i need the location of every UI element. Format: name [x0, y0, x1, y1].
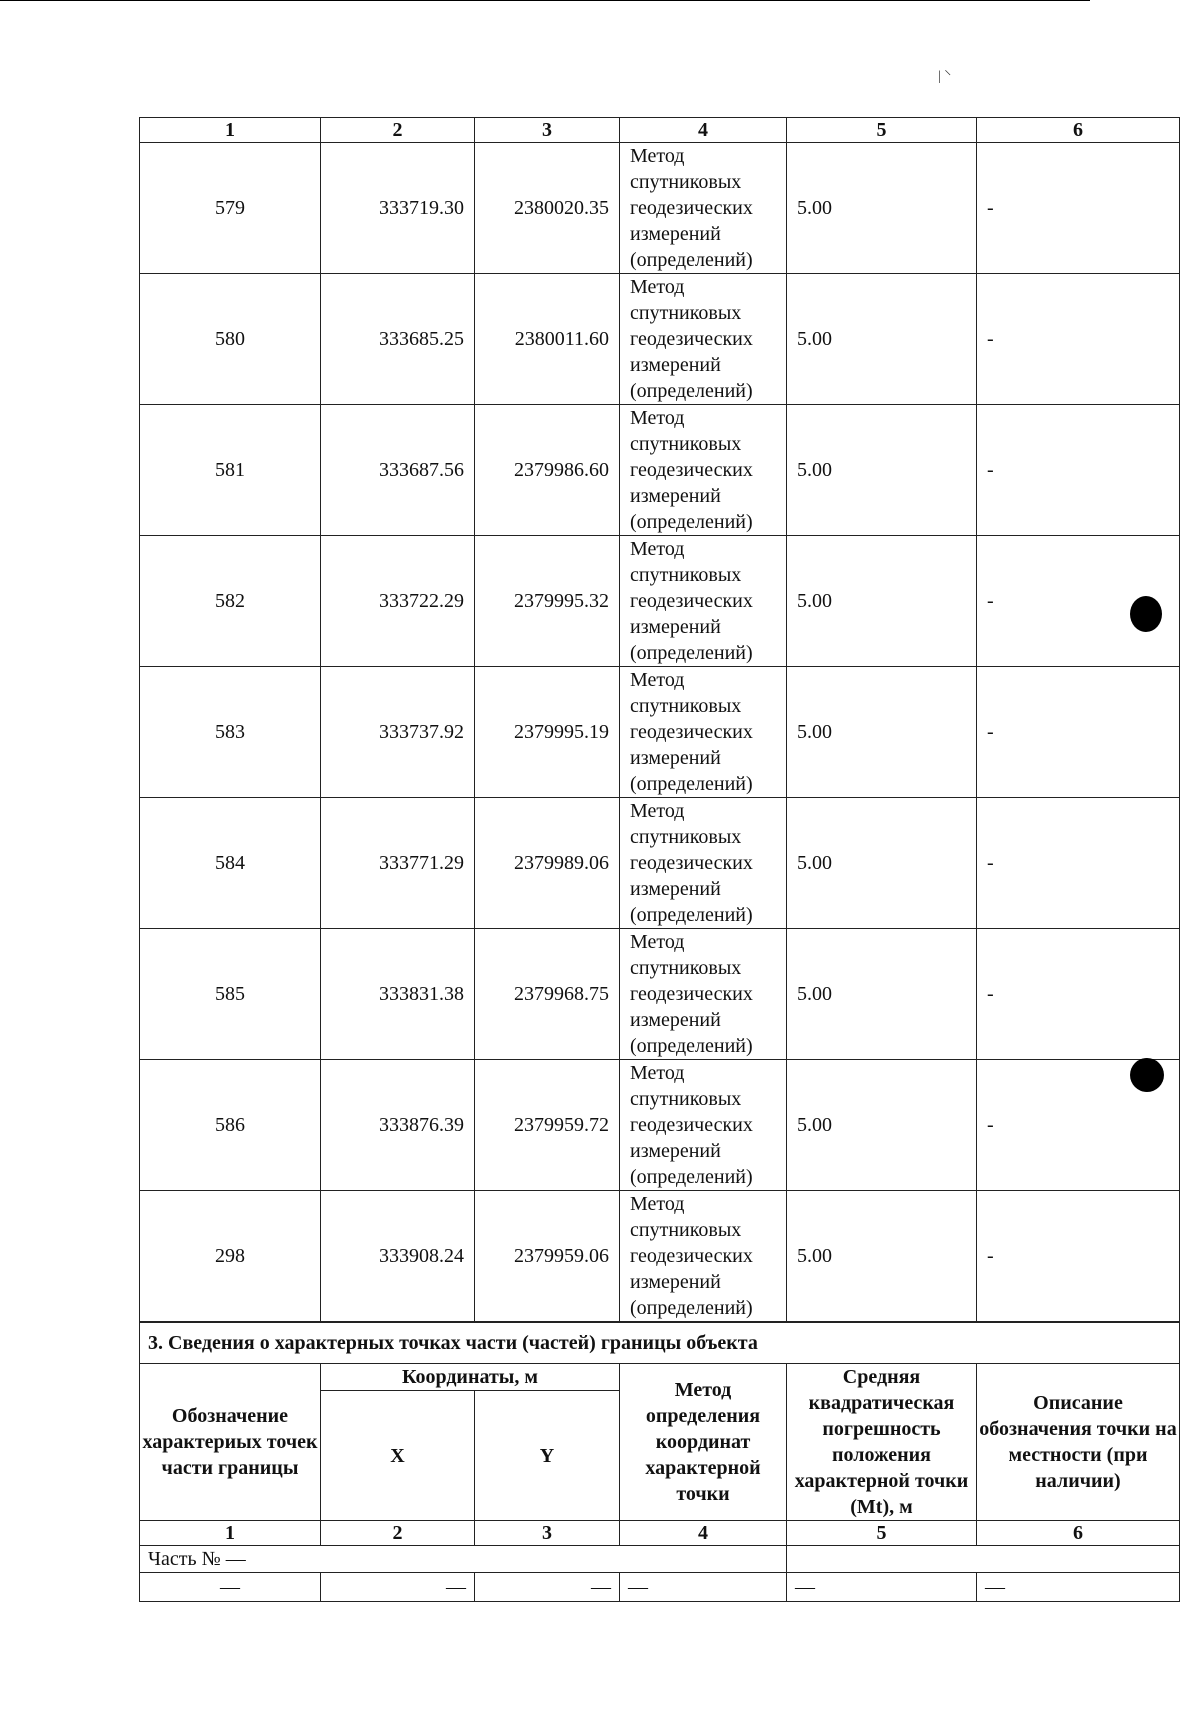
description-value: - [977, 798, 1180, 929]
method-line: Метод [630, 407, 685, 429]
method-line: (определений) [630, 904, 753, 926]
method-line: измерений [630, 354, 721, 376]
method-line: измерений [630, 1009, 721, 1031]
point-number: 584 [140, 798, 321, 929]
scan-mark: | ⸌ [938, 69, 952, 84]
method-cell [620, 536, 787, 667]
table-row [140, 667, 1180, 798]
x-coordinate: 333687.56 [321, 405, 475, 536]
y-coordinate: 2379989.06 [475, 798, 620, 929]
method-line: (определений) [630, 1035, 753, 1057]
x-coordinate: 333685.25 [321, 274, 475, 405]
method-line: Метод [630, 538, 685, 560]
dash-cell: — [475, 1573, 620, 1602]
y-coordinate: 2379959.06 [475, 1191, 620, 1322]
method-line: геодезических [630, 852, 753, 874]
table-row [140, 1060, 1180, 1191]
table-row [140, 274, 1180, 405]
section3-number-row [140, 1521, 1180, 1546]
col-number: 5 [787, 1521, 977, 1546]
method-line: Метод [630, 800, 685, 822]
error-header-text: Средняя квадратическая погрешность положения характерной точки (Mt), м [794, 1366, 969, 1518]
section3-header-row [140, 1364, 1180, 1391]
method-line: (определений) [630, 1166, 753, 1188]
col-number: 1 [140, 1521, 321, 1546]
error-value: 5.00 [787, 1060, 977, 1191]
ink-blot [1130, 596, 1162, 632]
method-line: геодезических [630, 328, 753, 350]
description-value: - [977, 1060, 1180, 1191]
y-coordinate: 2380020.35 [475, 143, 620, 274]
description-value: - [977, 274, 1180, 405]
method-line: геодезических [630, 1114, 753, 1136]
y-coordinate: 2380011.60 [475, 274, 620, 405]
method-cell [620, 274, 787, 405]
dash-cell: — [977, 1573, 1180, 1602]
x-coordinate: 333908.24 [321, 1191, 475, 1322]
method-line: измерений [630, 1271, 721, 1293]
method-line: (определений) [630, 380, 753, 402]
point-number: 580 [140, 274, 321, 405]
point-number: 586 [140, 1060, 321, 1191]
part-row [140, 1546, 1180, 1573]
method-cell [620, 798, 787, 929]
scan-top-edge [0, 0, 1090, 1]
table-row [140, 1191, 1180, 1322]
col-number: 2 [321, 118, 475, 143]
ink-blot [1130, 1058, 1164, 1092]
description-value: - [977, 667, 1180, 798]
description-value: - [977, 143, 1180, 274]
method-line: спутниковых [630, 1219, 742, 1241]
method-cell [620, 1060, 787, 1191]
method-cell [620, 667, 787, 798]
method-line: Метод [630, 276, 685, 298]
error-value: 5.00 [787, 536, 977, 667]
error-value: 5.00 [787, 667, 977, 798]
method-line: спутниковых [630, 957, 742, 979]
x-coordinate: 333737.92 [321, 667, 475, 798]
x-coordinate: 333719.30 [321, 143, 475, 274]
method-line: измерений [630, 485, 721, 507]
part-empty [787, 1546, 1180, 1573]
description-value: - [977, 929, 1180, 1060]
method-line: (определений) [630, 249, 753, 271]
col-number: 1 [140, 118, 321, 143]
points-table [139, 117, 1180, 1322]
point-number: 298 [140, 1191, 321, 1322]
error-value: 5.00 [787, 1191, 977, 1322]
description-value: - [977, 536, 1180, 667]
error-header [787, 1364, 977, 1521]
method-cell [620, 405, 787, 536]
description-value: - [977, 1191, 1180, 1322]
method-line: спутниковых [630, 302, 742, 324]
x-header: X [321, 1391, 475, 1521]
method-line: геодезических [630, 1245, 753, 1267]
column-number-row [140, 118, 1180, 143]
point-number: 585 [140, 929, 321, 1060]
point-number: 581 [140, 405, 321, 536]
x-coordinate: 333771.29 [321, 798, 475, 929]
point-number: 582 [140, 536, 321, 667]
method-line: Метод [630, 1193, 685, 1215]
y-coordinate: 2379995.19 [475, 667, 620, 798]
designation-header: Обозначение характериых точек части границы [140, 1364, 321, 1521]
section3-table [139, 1322, 1180, 1602]
method-line: Метод [630, 669, 685, 691]
method-line: (определений) [630, 1297, 753, 1319]
y-header: Y [475, 1391, 620, 1521]
section3-title: 3. Сведения о характерных точках части (частей) границы объекта [140, 1323, 1180, 1364]
coordinates-header: Координаты, м [321, 1364, 620, 1391]
point-number: 583 [140, 667, 321, 798]
table-row [140, 929, 1180, 1060]
method-line: геодезических [630, 197, 753, 219]
error-value: 5.00 [787, 929, 977, 1060]
col-number: 3 [475, 118, 620, 143]
x-coordinate: 333876.39 [321, 1060, 475, 1191]
x-coordinate: 333831.38 [321, 929, 475, 1060]
empty-data-row [140, 1573, 1180, 1602]
method-line: Метод [630, 931, 685, 953]
method-cell [620, 929, 787, 1060]
dash-cell: — [620, 1573, 787, 1602]
method-line: измерений [630, 1140, 721, 1162]
method-line: спутниковых [630, 564, 742, 586]
dash-cell: — [787, 1573, 977, 1602]
y-coordinate: 2379959.72 [475, 1060, 620, 1191]
section3-title-row [140, 1323, 1180, 1364]
method-line: измерений [630, 616, 721, 638]
method-line: Метод [630, 1062, 685, 1084]
method-line: геодезических [630, 983, 753, 1005]
error-value: 5.00 [787, 405, 977, 536]
method-line: измерений [630, 747, 721, 769]
method-line: спутниковых [630, 433, 742, 455]
method-line: измерений [630, 878, 721, 900]
method-cell [620, 1191, 787, 1322]
method-cell [620, 143, 787, 274]
method-line: геодезических [630, 721, 753, 743]
point-number: 579 [140, 143, 321, 274]
method-line: спутниковых [630, 695, 742, 717]
dash-cell: — [140, 1573, 321, 1602]
table-row [140, 536, 1180, 667]
table-row [140, 798, 1180, 929]
method-line: спутниковых [630, 171, 742, 193]
col-number: 2 [321, 1521, 475, 1546]
coordinates-document [139, 117, 1179, 1602]
col-number: 5 [787, 118, 977, 143]
method-line: спутниковых [630, 1088, 742, 1110]
table-row [140, 405, 1180, 536]
method-line: геодезических [630, 459, 753, 481]
description-value: - [977, 405, 1180, 536]
dash-cell: — [321, 1573, 475, 1602]
col-number: 6 [977, 1521, 1180, 1546]
y-coordinate: 2379995.32 [475, 536, 620, 667]
table-row [140, 143, 1180, 274]
method-line: (определений) [630, 642, 753, 664]
method-line: спутниковых [630, 826, 742, 848]
col-number: 3 [475, 1521, 620, 1546]
col-number: 4 [620, 1521, 787, 1546]
method-line: (определений) [630, 511, 753, 533]
method-line: Метод [630, 145, 685, 167]
error-value: 5.00 [787, 798, 977, 929]
x-coordinate: 333722.29 [321, 536, 475, 667]
part-label: Часть № — [140, 1546, 787, 1573]
method-header: Метод определения координат характерной точки [620, 1364, 787, 1521]
description-header: Описание обозначения точки на местности (при наличии) [977, 1364, 1180, 1521]
y-coordinate: 2379986.60 [475, 405, 620, 536]
y-coordinate: 2379968.75 [475, 929, 620, 1060]
col-number: 4 [620, 118, 787, 143]
error-value: 5.00 [787, 274, 977, 405]
method-line: геодезических [630, 590, 753, 612]
method-line: (определений) [630, 773, 753, 795]
col-number: 6 [977, 118, 1180, 143]
method-line: измерений [630, 223, 721, 245]
error-value: 5.00 [787, 143, 977, 274]
